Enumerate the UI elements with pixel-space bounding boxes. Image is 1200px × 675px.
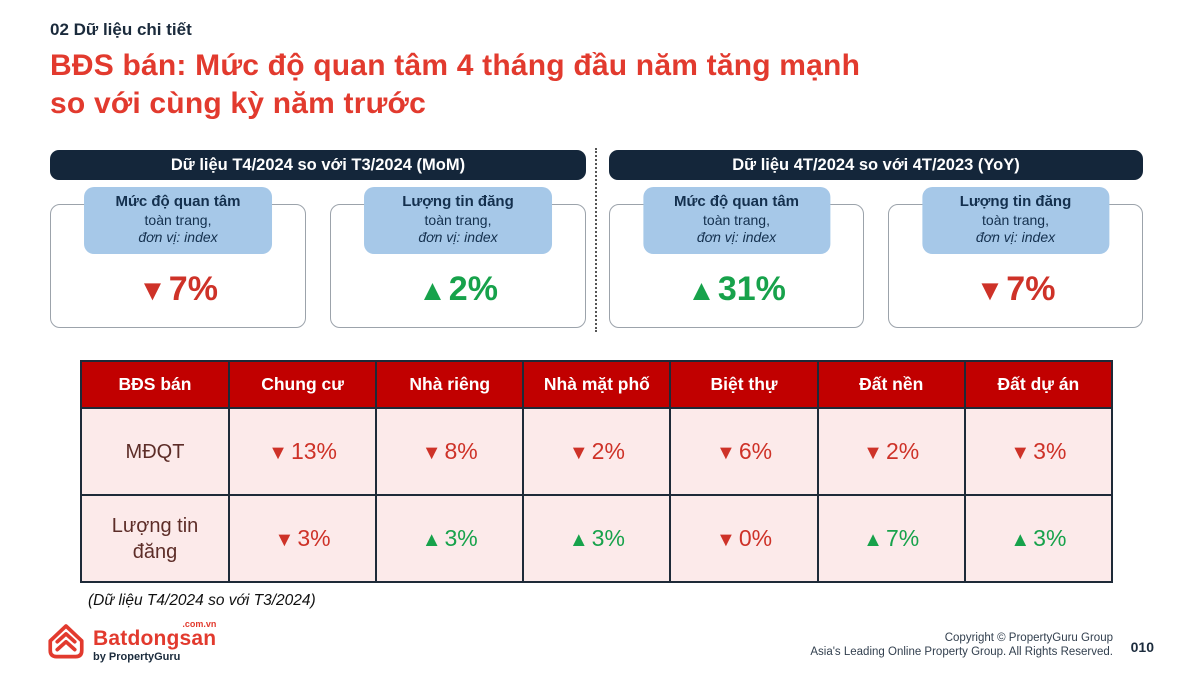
trend-arrow-icon: ▼: [421, 442, 442, 464]
metric-card-label: [643, 187, 830, 254]
table-cell: [376, 408, 523, 495]
table-header-row: [81, 361, 1112, 408]
copyright-line1: Copyright © PropertyGuru Group: [944, 632, 1113, 644]
trend-arrow-icon: ▼: [863, 442, 883, 464]
section-divider: [595, 148, 597, 332]
copyright-line2: Asia's Leading Online Property Group. All Rights Reserved.: [810, 646, 1113, 658]
section-yoy: [609, 150, 1143, 328]
cell-value: 6%: [738, 438, 773, 464]
trend-arrow-icon: ▲: [1010, 529, 1031, 551]
table-cell: [229, 495, 376, 582]
trend-arrow-icon: ▼: [138, 275, 167, 307]
page-number: 010: [1130, 639, 1154, 655]
cell-value: 8%: [444, 438, 478, 464]
section-cards-yoy: [609, 188, 1143, 328]
logo-name: Batdongsan: [93, 627, 217, 650]
cell-value: 2%: [591, 438, 625, 464]
table-header-cell: Biệt thự: [670, 361, 817, 408]
trend-arrow-icon: ▲: [421, 529, 442, 551]
section-cards-mom: [50, 188, 586, 328]
trend-arrow-icon: ▲: [568, 529, 589, 551]
metric-value-text: 31%: [717, 270, 786, 308]
metric-value-text: 7%: [1006, 270, 1056, 308]
metric-unit: đơn vị: index: [418, 229, 498, 246]
trend-arrow-icon: ▼: [716, 529, 736, 551]
table-header-cell: Đất nền: [818, 361, 965, 408]
table-cell: [670, 408, 817, 495]
cell-value: 3%: [297, 525, 331, 551]
metric-value: [51, 270, 305, 309]
cell-value: 13%: [290, 438, 337, 464]
metric-scope: toàn trang,: [703, 211, 770, 228]
slide-title: [50, 47, 860, 123]
table-header-cell: Chung cư: [229, 361, 376, 408]
trend-arrow-icon: ▼: [975, 275, 1005, 307]
house-logo-icon: [45, 619, 87, 661]
table-cell: [523, 408, 670, 495]
copyright-text: [810, 631, 1113, 659]
logo-byline: by PropertyGuru: [93, 651, 181, 663]
table-row: [81, 408, 1112, 495]
metric-card-mom-interest: [50, 193, 306, 328]
table-header-cell: Nhà mặt phố: [523, 361, 670, 408]
table-header-cell: BĐS bán: [81, 361, 229, 408]
trend-arrow-icon: ▲: [687, 275, 716, 307]
metric-card-label: [84, 187, 272, 254]
metric-value: [610, 270, 863, 309]
slide-title-line1: BĐS bán: Mức độ quan tâm 4 tháng đầu năm tăng mạnh: [50, 49, 861, 82]
table-cell: [965, 495, 1112, 582]
metric-unit: đơn vị: index: [696, 229, 777, 246]
logo-domain-suffix: .com.vn: [182, 619, 217, 629]
metric-value: [331, 270, 585, 309]
metric-value-text: 2%: [448, 270, 498, 308]
cell-value: 3%: [444, 525, 478, 551]
table-cell: [670, 495, 817, 582]
metric-card-label: [922, 187, 1109, 254]
trend-arrow-icon: ▲: [863, 529, 883, 551]
metric-name: Lượng tin đăng: [402, 193, 514, 210]
table-cell: [376, 495, 523, 582]
trend-arrow-icon: ▼: [268, 442, 288, 464]
table-cell: [229, 408, 376, 495]
table-header-cell: Đất dự án: [965, 361, 1112, 408]
metric-card-label: [364, 187, 552, 254]
section-header-mom: Dữ liệu T4/2024 so với T3/2024 (MoM): [50, 150, 586, 180]
table-header-cell: Nhà riêng: [376, 361, 523, 408]
section-mom: [50, 150, 586, 328]
metric-name: Mức độ quan tâm: [115, 193, 241, 210]
logo-text: [93, 619, 216, 663]
metric-unit: đơn vị: index: [975, 229, 1056, 246]
table-cell: [818, 408, 965, 495]
slide-title-line2: so với cùng kỳ năm trước: [50, 87, 426, 120]
trend-arrow-icon: ▼: [716, 442, 736, 464]
metric-scope: toàn trang,: [424, 211, 492, 228]
slide-section-number: 02 Dữ liệu chi tiết: [50, 20, 192, 39]
metric-card-yoy-interest: [609, 193, 864, 328]
table-cell: [965, 408, 1112, 495]
metric-card-yoy-listings: [888, 193, 1143, 328]
table-cell: [523, 495, 670, 582]
metric-card-mom-listings: [330, 193, 586, 328]
table-cell: [818, 495, 965, 582]
property-type-table: [80, 360, 1113, 583]
row-label: MĐQT: [81, 408, 229, 495]
cell-value: 2%: [885, 438, 920, 464]
cell-value: 0%: [738, 525, 773, 551]
metric-scope: toàn trang,: [982, 211, 1049, 228]
metric-scope: toàn trang,: [144, 211, 212, 228]
metric-name: Lượng tin đăng: [959, 193, 1072, 210]
batdongsan-logo: [45, 619, 216, 663]
table-footnote: (Dữ liệu T4/2024 so với T3/2024): [88, 592, 316, 609]
row-label: Lượng tin đăng: [81, 495, 229, 582]
trend-arrow-icon: ▲: [418, 275, 447, 307]
cell-value: 7%: [885, 525, 920, 551]
cell-value: 3%: [591, 525, 625, 551]
metric-value-text: 7%: [168, 270, 218, 308]
cell-value: 3%: [1033, 438, 1067, 464]
trend-arrow-icon: ▼: [1010, 442, 1031, 464]
metric-unit: đơn vị: index: [138, 229, 218, 246]
cell-value: 3%: [1033, 525, 1067, 551]
metric-name: Mức độ quan tâm: [673, 193, 800, 210]
trend-arrow-icon: ▼: [568, 442, 589, 464]
section-header-yoy: Dữ liệu 4T/2024 so với 4T/2023 (YoY): [609, 150, 1143, 180]
metric-value: [889, 270, 1142, 309]
table-row: [81, 495, 1112, 582]
trend-arrow-icon: ▼: [274, 529, 295, 551]
